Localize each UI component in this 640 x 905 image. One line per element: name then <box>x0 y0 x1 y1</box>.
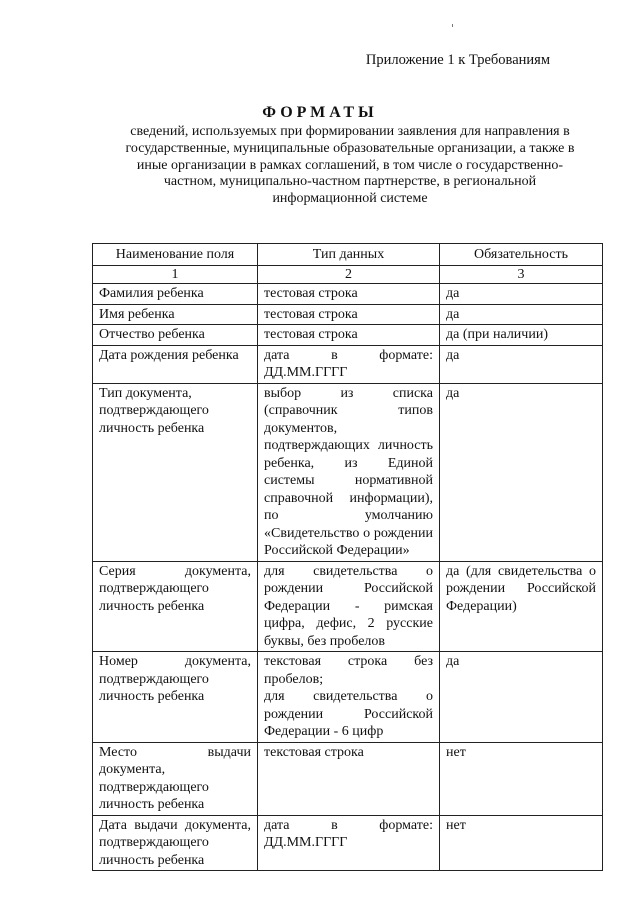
field-name-cell: Дата выдачи документа, подтверждающего личность ребенка <box>93 815 258 871</box>
data-type-cell: дата в формате: ДД.ММ.ГГГГ <box>258 815 440 871</box>
field-name-cell: Отчество ребенка <box>93 325 258 346</box>
subtitle-line: иные организации в рамках соглашений, в том числе о государственно- <box>136 157 564 173</box>
table-row <box>93 345 603 383</box>
scan-speck <box>452 24 453 27</box>
data-type-cell: дата в формате: ДД.ММ.ГГГГ <box>258 345 440 383</box>
column-number: 1 <box>93 265 258 284</box>
table-row <box>93 383 603 561</box>
subtitle-line: сведений, используемых при формировании заявления для направления в <box>130 124 570 139</box>
field-name-cell: Тип документа, подтверждающего личность ребенка <box>93 383 258 561</box>
required-cell: да <box>440 284 603 305</box>
subtitle-line: государственные, муниципальные образовательные организации, а также в <box>125 140 575 156</box>
required-cell: да <box>440 345 603 383</box>
data-type-cell <box>258 652 440 743</box>
field-name-cell: Серия документа, подтверждающего личность ребенка <box>93 561 258 652</box>
required-cell: да <box>440 304 603 325</box>
table-header-row <box>93 244 603 266</box>
table-row <box>93 561 603 652</box>
field-name-cell: Дата рождения ребенка <box>93 345 258 383</box>
subtitle-line: информационной системе <box>272 191 428 207</box>
required-cell: да (при наличии) <box>440 325 603 346</box>
header-data-type: Тип данных <box>258 244 440 266</box>
data-type-cell: текстовая строка <box>258 742 440 815</box>
header-required: Обязательность <box>440 244 603 266</box>
column-number-row <box>93 265 603 284</box>
field-name-cell: Место выдачи документа, подтверждающего личность ребенка <box>93 742 258 815</box>
data-type-cell: для свидетельства о рождении Российской Федерации - римская цифра, дефис, 2 русские буквы, без пробелов <box>258 561 440 652</box>
subtitle-line: частном, муниципально-частном партнерстве, в региональной <box>163 174 537 190</box>
column-number: 3 <box>440 265 603 284</box>
data-type-cell: выбор из списка (справочник типов документов, подтверждающих личность ребенка, из Единой системы нормативной справочной информации), по умолчанию «Свидетельство о рождении Российской Федерации» <box>258 383 440 561</box>
required-cell: да (для свидетельства о рождении Российской Федерации) <box>440 561 603 652</box>
field-name-cell: Номер документа, подтверждающего личность ребенка <box>93 652 258 743</box>
data-type-cell: тестовая строка <box>258 284 440 305</box>
column-number: 2 <box>258 265 440 284</box>
annex-label: Приложение 1 к Требованиям <box>365 52 550 68</box>
formats-table <box>92 243 603 871</box>
table-row <box>93 742 603 815</box>
table-row <box>93 325 603 346</box>
data-type-line: для свидетельства о рождении Российской Федерации - 6 цифр <box>264 689 433 739</box>
data-type-cell: тестовая строка <box>258 304 440 325</box>
field-name-cell: Имя ребенка <box>93 304 258 325</box>
table-row <box>93 652 603 743</box>
document-subtitle <box>100 124 600 208</box>
document-title: ФОРМАТЫ <box>262 104 378 121</box>
required-cell: нет <box>440 742 603 815</box>
table-row <box>93 815 603 871</box>
data-type-cell: тестовая строка <box>258 325 440 346</box>
required-cell: да <box>440 652 603 743</box>
required-cell: нет <box>440 815 603 871</box>
table-row <box>93 284 603 305</box>
data-type-line: текстовая строка без пробелов; <box>264 654 433 687</box>
required-cell: да <box>440 383 603 561</box>
header-field-name: Наименование поля <box>93 244 258 266</box>
table-row <box>93 304 603 325</box>
field-name-cell: Фамилия ребенка <box>93 284 258 305</box>
